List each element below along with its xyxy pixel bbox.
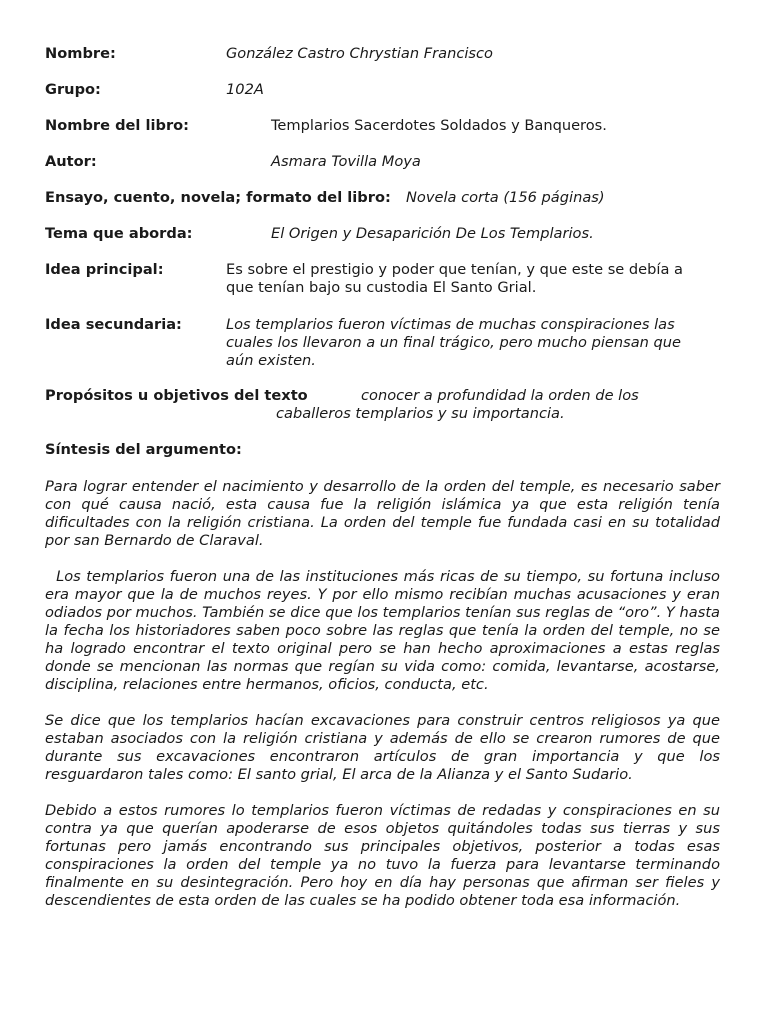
tema-label: Tema que aborda:	[45, 225, 193, 242]
tema-row	[45, 225, 720, 261]
propositos-line-2: caballeros templarios y su importancia.	[276, 405, 565, 422]
autor-row	[45, 153, 720, 189]
nombre-label: Nombre:	[45, 45, 116, 62]
tema-value: El Origen y Desaparición De Los Templarios.	[271, 225, 594, 242]
autor-label: Autor:	[45, 153, 97, 170]
idea-secundaria-label: Idea secundaria:	[45, 316, 182, 333]
formato-value: Novela corta (156 páginas)	[406, 189, 605, 206]
sintesis-paragraph: Debido a estos rumores lo templarios fueron víctimas de redadas y conspiraciones en su contra ya que querían apoderarse de esos objetos quitándoles todas sus tierras y sus fortunas pero jamás encontrando sus principales objetivos, posterior a todas esas conspiraciones la orden del temple ya no tuvo la fuerza para levantarse terminando finalmente en su desintegración. Pero hoy en día hay personas que afirman ser fieles y descendientes de esta orden de las cuales se ha podido obtener toda esa información.	[45, 802, 720, 909]
idea-principal-value	[226, 261, 720, 297]
idea-secundaria-line: cuales los llevaron a un final trágico, pero mucho piensan que	[226, 334, 682, 351]
sintesis-paragraph: Para lograr entender el nacimiento y desarrollo de la orden del temple, es necesario saber con qué causa nació, esta causa fue la religión islámica ya que esta religión tenía dificultades con la religión cristiana. La orden del temple fue fundada casi en su totalidad por san Bernardo de Claraval.	[45, 478, 720, 549]
idea-secundaria-line: Los templarios fueron víctimas de muchas conspiraciones las	[226, 316, 675, 333]
formato-label: Ensayo, cuento, novela; formato del libro:	[45, 189, 391, 206]
libro-value: Templarios Sacerdotes Soldados y Banqueros.	[271, 117, 607, 134]
idea-principal-label: Idea principal:	[45, 261, 164, 278]
propositos-row	[45, 387, 720, 441]
grupo-value: 102A	[226, 81, 264, 98]
idea-secundaria-row	[45, 316, 720, 387]
idea-principal-line: Es sobre el prestigio y poder que tenían, y que este se debía a	[226, 261, 684, 278]
idea-principal-line: que tenían bajo su custodia El Santo Grial.	[226, 279, 537, 296]
autor-value: Asmara Tovilla Moya	[271, 153, 421, 170]
nombre-value: González Castro Chrystian Francisco	[226, 45, 493, 62]
sintesis-paragraph: Los templarios fueron una de las instituciones más ricas de su tiempo, su fortuna incluso era mayor que la de muchos reyes. Y por ello mismo recibían muchas acusaciones y eran odiados por muchos. También se dice que los templarios tenían sus reglas de “oro”. Y hasta la fecha los historiadores saben poco sobre las reglas que tenía la orden del temple, no se ha logrado encontrar el texto original pero se han hecho aproximaciones a estas reglas donde se mencionan las normas que regían su vida como: comida, levantarse, acostarse, disciplina, relaciones entre hermanos, oficios, conducta, etc.	[45, 568, 720, 693]
libro-label: Nombre del libro:	[45, 117, 190, 134]
nombre-row	[45, 45, 720, 81]
sintesis-paragraph: Se dice que los templarios hacían excavaciones para construir centros religiosos ya que estaban asociados con la religión cristiana y además de ello se crearon rumores de que durante sus excavaciones encontraron artículos de gran importancia y que los resguardaron tales como: El santo grial, El arca de la Alianza y el Santo Sudario.	[45, 712, 720, 783]
grupo-label: Grupo:	[45, 81, 101, 98]
propositos-line-1: conocer a profundidad la orden de los	[361, 387, 639, 404]
grupo-row	[45, 81, 720, 117]
libro-row	[45, 117, 720, 153]
propositos-label: Propósitos u objetivos del texto	[45, 387, 308, 404]
formato-row	[45, 189, 720, 225]
idea-secundaria-value	[226, 316, 720, 370]
document-page	[45, 45, 720, 910]
sintesis-title: Síntesis del argumento:	[45, 441, 242, 458]
idea-principal-row	[45, 261, 720, 316]
idea-secundaria-line: aún existen.	[226, 352, 316, 369]
